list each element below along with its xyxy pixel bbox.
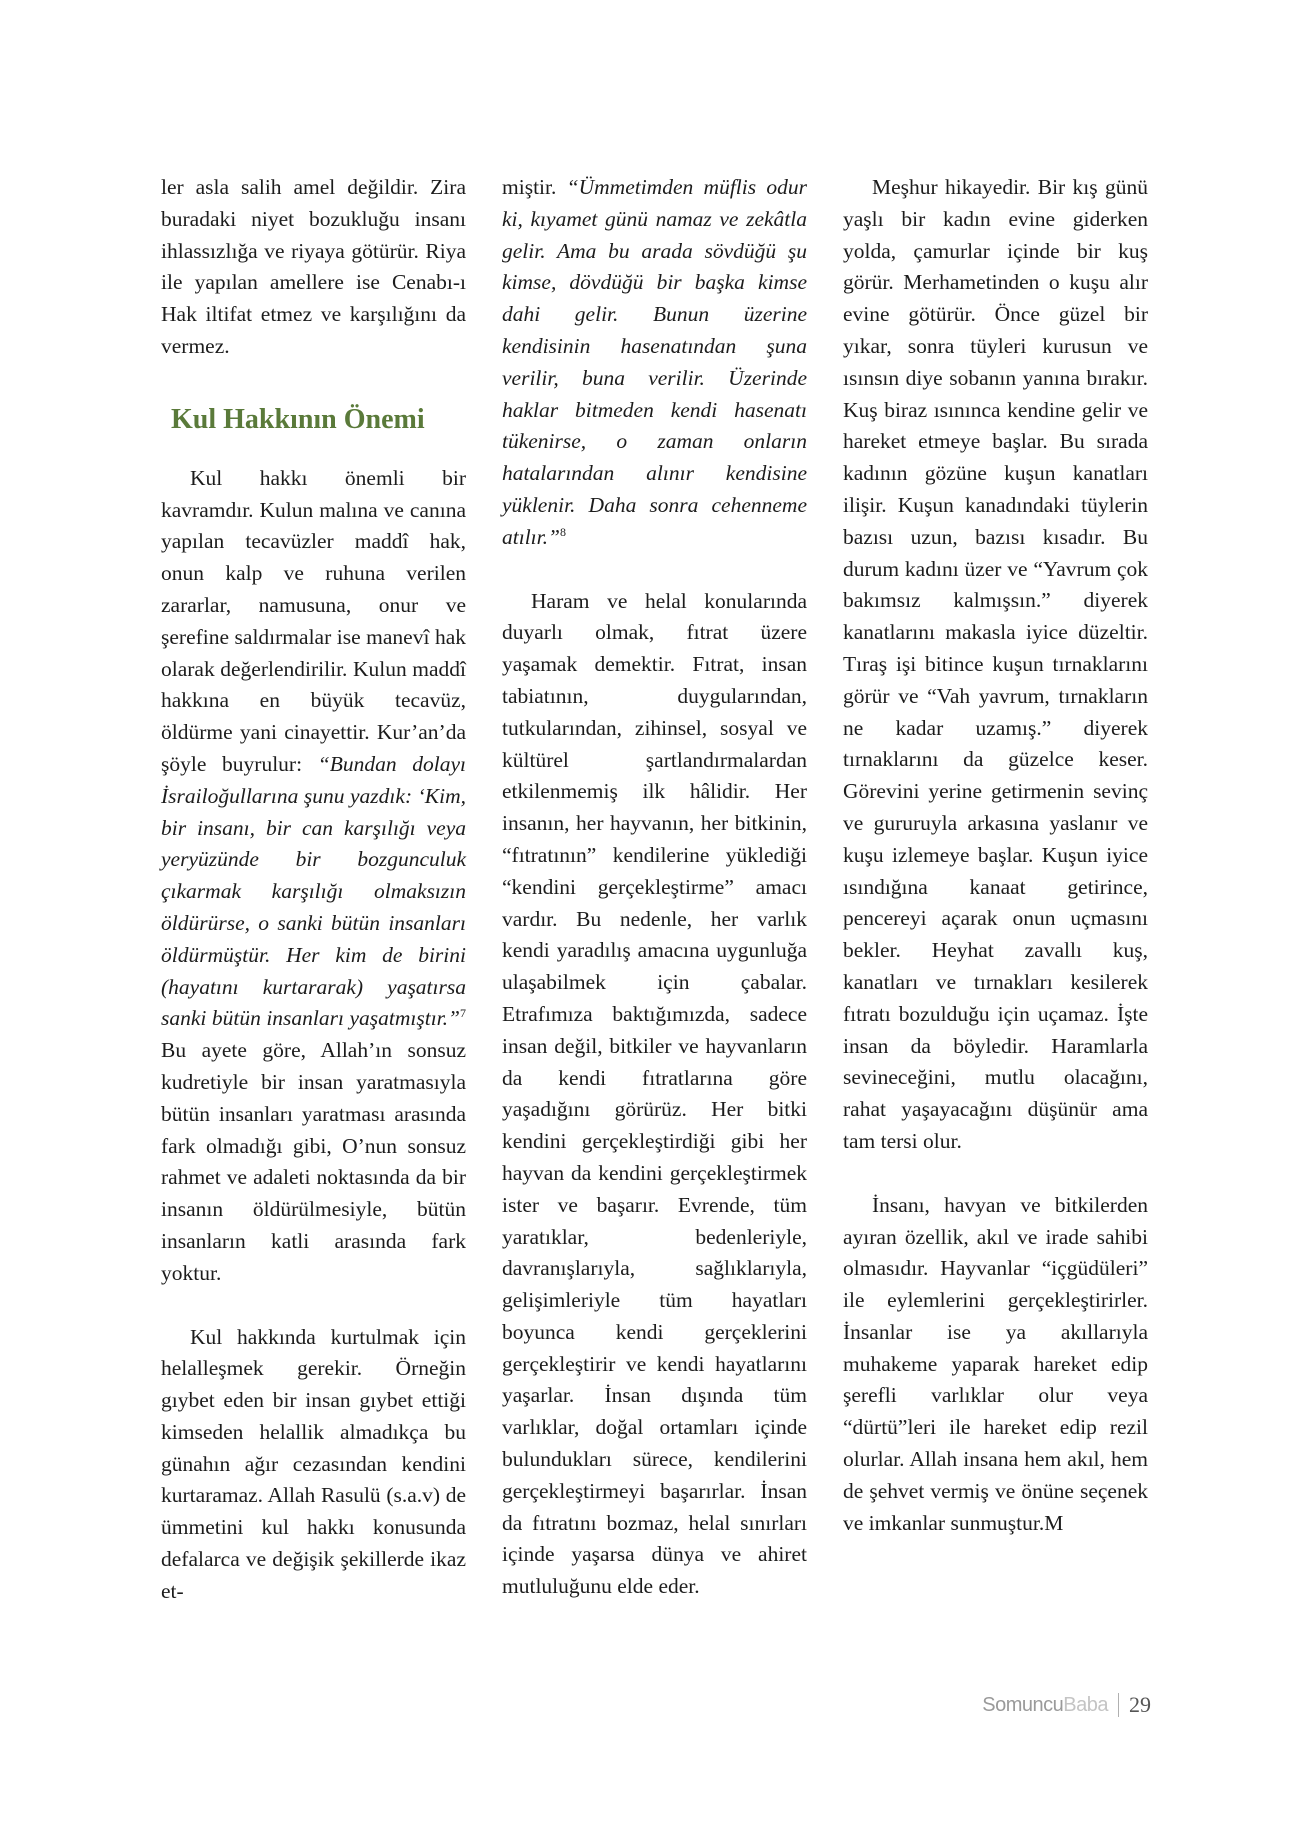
page-footer (982, 1692, 1151, 1718)
text-column-2 (502, 172, 807, 1603)
paragraph-text: Kul hakkı önemli bir kavramdır. Kulun malına ve canına yapılan tecavüzler maddî hak, onun kalp ve ruhuna verilen zararlar, namusuna, onur ve şerefine saldırmalar ise manevî hak olarak değerlendirilir. Kulun maddî hakkına en büyük tecavüz, öldürme yani cinayettir. Kur’an’da şöyle buyrulur: (161, 465, 466, 776)
footer-divider (1118, 1693, 1119, 1717)
magazine-logo-part2: Baba (1063, 1693, 1108, 1716)
paragraph: İnsanı, havyan ve bitkilerden ayıran özellik, akıl ve irade sahibi olmasıdır. Hayvanlar “içgüdüleri” ile eylemlerini gerçekleştirirler. İnsanlar ise ya akıllarıyla muhakeme yaparak hareket edip şerefli varlıklar olur veya “dürtü”leri ile hareket edip rezil olurlar. Allah insana hem akıl, hem de şehvet vermiş ve önüne seçenek ve imkanlar sunmuştur.M (843, 1192, 1148, 1535)
paragraph: Meşhur hikayedir. Bir kış günü yaşlı bir kadın evine giderken yolda, çamurlar içinde bir kuş görür. Merhametinden o kuşu alır evine götürür. Önce güzel bir yıkar, sonra tüyleri kurusun ve ısınsın diye sobanın yanına bırakır. Kuş biraz ısınınca kendine gelir ve hareket etmeye başlar. Bu sırada kadının gözüne kuşun kanatları ilişir. Kuşun kanadındaki tüylerin bazısı uzun, bazısı kısadır. Bu durum kadını üzer ve “Yavrum çok bakımsız kalmışsın.” diyerek kanatlarını makasla iyice düzeltir. Tıraş işi bitince kuşun tırnaklarını görür ve “Vah yavrum, tırnakların ne kadar uzamış.” diyerek tırnaklarını da güzelce keser. Görevini yerine getirmenin sevinç ve gururuyla arkasına yaslanır ve kuşu izlemeye başlar. Kuşun iyice ısındığına kanaat getirince, pencereyi açarak onun uçmasını bekler. Heyhat zavallı kuş, kanatları ve tırnakları kesilerek fıtratı bozulduğu için uçamaz. İşte insan da böyledir. Haramlarla sevineceğini, mutlu olacağını, rahat yaşayacağını düşünür ama tam tersi olur. (843, 175, 1148, 1153)
magazine-logo-part1: Somuncu (982, 1693, 1064, 1716)
hadith-quote: “Ümmetimden müflis odur ki, kıyamet günü namaz ve zekâtla gelir. Ama bu arada sövdüğü şu kimse, dövdüğü bir başka kimse dahi gelir. Bunun üzerine kendisinin hasenatından şuna verilir, buna verilir. Üzerinde haklar bitmeden kendi hasenatı tükenirse, o zaman onların hatalarından alınır kendisine yüklenir. Daha sonra cehenneme atılır.” (502, 175, 808, 549)
page-number: 29 (1129, 1692, 1151, 1717)
paragraph (502, 172, 807, 554)
footnote-ref: 7 (460, 1006, 466, 1021)
text-column-1 (161, 172, 466, 1608)
paragraph: Kul hakkında kurtulmak için helalleşmek gerekir. Örneğin gıybet eden bir insan gıybet ettiği kimseden helallik almadıkça bu günahın ağır cezasından kendini kurtaramaz. Allah Rasulü (s.a.v) de ümmetini kul hakkı konusunda defalarca ve değişik şekillerde ikaz et- (161, 1324, 466, 1603)
quran-quote: “Bundan dolayı İsrailoğullarına şunu yazdık: ‘Kim, bir insanı, bir can karşılığı veya yeryüzünde bir bozgunculuk çıkarmak karşılığı olmaksızın öldürürse, o sanki bütün insanları öldürmüştür. Her kim de birini (hayatını kurtararak) yaşatırsa sanki bütün insanları yaşatmıştır.” (161, 751, 466, 1031)
paragraph: Haram ve helal konularında duyarlı olmak, fıtrat üzere yaşamak demektir. Fıtrat, insan tabiatının, duygularından, tutkularından, zihinsel, sosyal ve kültürel şartlandırmalardan etkilenmemiş ilk hâlidir. Her insanın, her hayvanın, her bitkinin, “fıtratının” kendilerine yüklediği “kendini gerçekleştirme” amacı vardır. Bu nedenle, her varlık kendi yaradılış amacına uygunluğa ulaşabilmek için çabalar. Etrafımıza baktığımızda, sadece insan değil, bitkiler ve hayvanların da kendi fıtratlarına göre yaşadığını görürüz. Her bitki kendini gerçekleştirdiği gibi her hayvan da kendini gerçekleştirmek ister ve başarır. Evrende, tüm yaratıklar, bedenleriyle, davranışlarıyla, sağlıklarıyla, gelişimleriyle tüm hayatları boyunca kendi gerçeklerini gerçekleştirir ve kendi hayatlarını yaşarlar. İnsan dışında tüm varlıklar, doğal ortamları içinde bulundukları sürece, kendilerini gerçekleştirmeyi başarırlar. İnsan da fıtratını bozmaz, helal sınırları içinde yaşarsa dünya ve ahiret mutluluğunu elde eder. (502, 588, 807, 1599)
paragraph (161, 463, 466, 1290)
paragraph-text: miştir. (502, 175, 567, 199)
paragraph: ler asla salih amel değildir. Zira buradaki niyet bozukluğu insanı ihlassızlığa ve riyaya götürür. Riya ile yapılan amellere ise Cenabı-ı Hak iltifat etmez ve karşılığını da vermez. (161, 175, 466, 358)
section-heading: Kul Hakkının Önemi (171, 403, 425, 435)
footnote-ref: 8 (559, 524, 566, 539)
text-column-3 (843, 172, 1148, 1539)
paragraph-text: Bu ayete göre, Allah’ın sonsuz kudretiyle bir insan yaratmasıyla bütün insanları yaratması arasında fark olmadığı gibi, O’nun sonsuz rahmet ve adaleti noktasında da bir insanın öldürülmesiyle, bütün insanların katli arasında fark yoktur. (161, 1038, 466, 1285)
